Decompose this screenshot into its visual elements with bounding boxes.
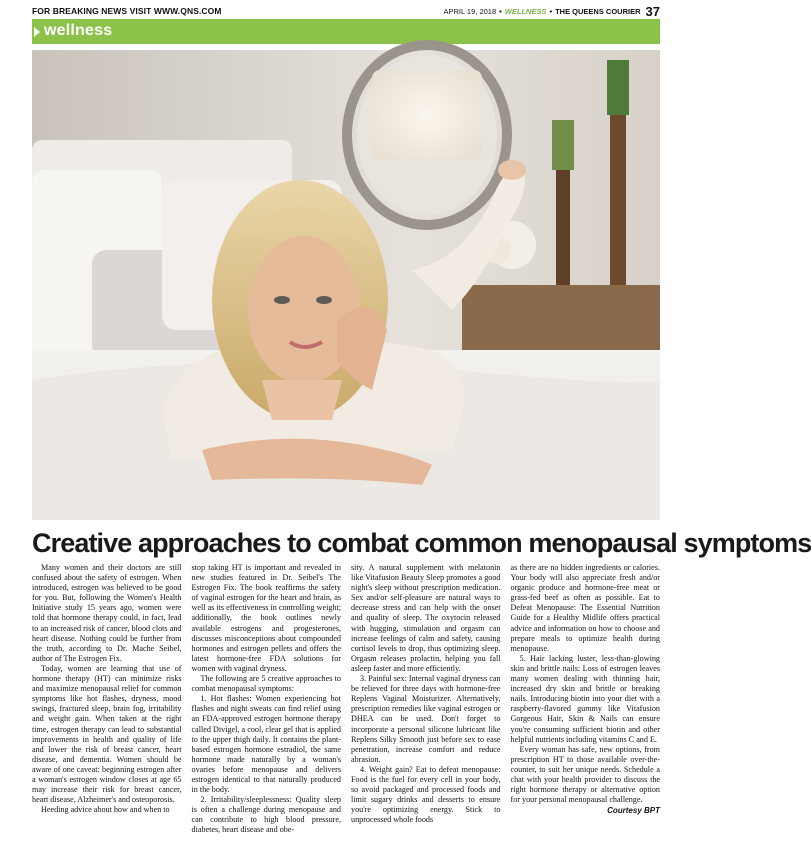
section-name: WELLNESS: [504, 6, 547, 16]
folio: APRIL 19, 2018 • WELLNESS • THE QUEENS COURIER 37: [443, 3, 660, 19]
paragraph: 3. Painful sex: Internal vaginal dryness can be relieved for three days with hormone-free Replens Vaginal Moisturizer. Alternatively, prescription remedies like vaginal estrogen or DHEA can be used. Don't forget to incorporate a personal silicone lubricant like Replens Silky Smooth just before sex to ease penetration, increase comfort and reduce abrasion.: [351, 674, 501, 764]
article-column-2: [192, 563, 342, 841]
page-header: [32, 4, 660, 18]
paragraph: Heeding advice about how and when to: [41, 805, 170, 815]
article-column-1: [32, 563, 182, 841]
paragraph: Every woman has safe, new options, from prescription HT to those available over-the-counter, to suit her unique needs. Schedule a chat with your health provider to discuss the right hormone therapy or alternative option for your personal menopausal challenge.: [510, 744, 660, 805]
paragraph: The following are 5 creative approaches to combat menopausal symptoms:: [191, 674, 341, 694]
article-photo: [32, 50, 660, 520]
paragraph: as there are no hidden ingredients or calories. Your body will also appreciate fresh and/or organic produce and hormone-free meat or grass-fed beef as often as possible. Eat to Defeat Menopause: The Essential Nutrition Guide for a Healthy Midlife offers practical advice and information on how to choose and prepare meals to optimize health during menopause.: [510, 563, 660, 653]
paragraph: 2. Irritability/sleeplessness: Quality sleep is often a challenge during menopause and can contribute to high blood pressure, diabetes, heart disease and obe-: [191, 795, 341, 835]
article-body: [32, 563, 660, 841]
page-number: 37: [645, 3, 660, 19]
article-headline: Creative approaches to combat common menopausal symptoms: [32, 528, 811, 558]
photo-credit: Courtesy BPT: [607, 806, 660, 816]
paragraph: Many women and their doctors are still confused about the safety of estrogen. When introduced, estrogen was believed to be good for you. But, following the Women's Health Initiative study 15 years ago, women were told that hormone therapy could, in fact, lead to an increased risk of cancer, blood clots and heart disease. Nothing could be further from the truth, according to Dr. Mache Seibel, author of The Estrogen Fix.: [32, 563, 182, 663]
paragraph: sity. A natural supplement with melatonin like Vitafusion Beauty Sleep promotes a good night's sleep without prescription medication. Sex and/or self-pleasure are natural ways to decrease stress and can help with the onset and quality of sleep. The oxytocin released with hugging, stimulation and orgasm can increase feelings of calm and safety, causing cortisol levels to drop, thus optimizing sleep. Orgasm releases prolactin, helping you fall asleep faster and more efficiently.: [351, 563, 501, 673]
paragraph: 1. Hot flashes: Women experiencing hot flashes and night sweats can find relief using an FDA-approved estrogen hormone therapy called Divigel, a cool, clear gel that is applied to the upper thigh daily. It contains the plant-based estrogen hormone estradiol, the same hormone made naturally by a woman's ovaries before menopause and delivers estrogen identical to that naturally produced in the body.: [191, 694, 341, 795]
paragraph: 5. Hair lacking luster, less-than-glowing skin and brittle nails: Loss of estrogen leaves many women dealing with thinning hair, increased dry skin and brittle or breaking nails. Introducing biotin into your diet with a raspberry-flavored gummy like Vitafusion Gorgeous Hair, Skin & Nails can ensure you're consuming sufficient biotin and other helpful nutrients including vitamins C and E.: [510, 653, 660, 744]
article-column-3: [351, 563, 501, 841]
section-arrow-icon: [34, 27, 40, 37]
section-banner-label: wellness: [44, 22, 113, 39]
paragraph: 4. Weight gain? Eat to defeat menopause: Food is the fuel for every cell in your body, so avoid packaged and processed foods and limit sugary drinks and desserts to ensure you're optimizing energy. Stick to unprocessed whole foods: [351, 764, 501, 825]
breaking-news-line: FOR BREAKING NEWS VISIT WWW.QNS.COM: [32, 6, 222, 16]
photo-illustration: [32, 50, 660, 520]
issue-date: APRIL 19, 2018: [443, 6, 497, 16]
article-column-4: [511, 563, 661, 841]
paragraph: stop taking HT is important and revealed in new studies featured in Dr. Seibel's The Estrogen Fix. The book reaffirms the safety of vaginal estrogen for the heart and brain, as well as its effectiveness in controlling weight; additionally, the book outlines newly available estrogens and progesterones, discusses misconceptions about compounded hormones and estrogen pellets and offers the latest hormone-free FDA solutions for women with vaginal dryness.: [191, 563, 341, 673]
paragraph: Today, women are learning that use of hormone therapy (HT) can minimize risks and maximize menopausal relief for common symptoms like hot flashes, dryness, mood swings, fractured sleep, brain fog, irritability and weight gain. When taken at the right time, estrogen therapy can lead to substantial improvements in health and quality of life and lower the risk of breast cancer, heart disease, and dementia. Women should be aware of one caveat: beginning estrogen after a woman's estrogen window closes at age 65 may increase their risk for breast cancer, heart disease, Alzheimer's and osteoporosis.: [32, 663, 182, 805]
section-banner: [32, 19, 660, 44]
publication-name: THE QUEENS COURIER: [555, 6, 641, 16]
